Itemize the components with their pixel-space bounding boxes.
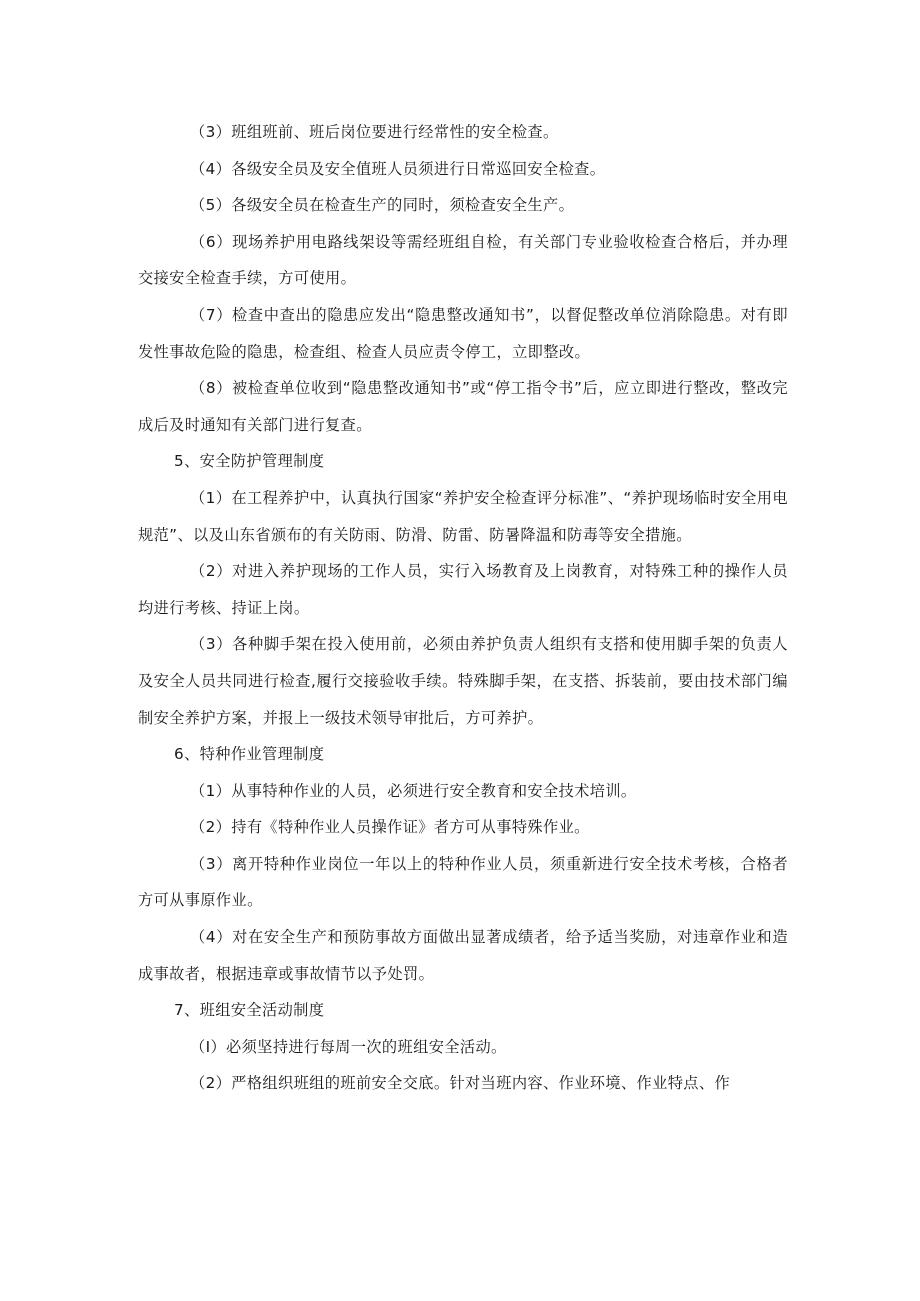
paragraph-section7-item-2: （2）严格组织班组的班前安全交底。针对当班内容、作业环境、作业特点、作 (190, 1074, 731, 1093)
paragraph-section6-item-4: （4）对在安全生产和预防事故方面做出显著成绩者，给予适当奖励，对违章作业和造成事故者，根据违章或事故情节以予处罚。 (138, 928, 788, 983)
paragraph-item-4-patrol-check: （4）各级安全员及安全值班人员须进行日常巡回安全检查。 (190, 159, 606, 178)
section-heading-7: 7、班组安全活动制度 (174, 1001, 325, 1020)
paragraph-item-7-hazard-notice: （7）检查中查出的隐患应发出“隐患整改通知书”，以督促整改单位消除隐患。对有即发性事故危险的隐患，检查组、检查人员应责令停工，立即整改。 (138, 305, 788, 361)
paragraph-section6-item-1: （1）从事特种作业的人员，必须进行安全教育和安全技术培训。 (190, 781, 637, 800)
paragraph-section7-item-1: （I）必须坚持进行每周一次的班组安全活动。 (190, 1037, 507, 1056)
paragraph-section6-item-2: （2）持有《特种作业人员操作证》者方可从事特殊作业。 (190, 818, 590, 837)
paragraph-item-5-production-check: （5）各级安全员在检查生产的同时，须检查安全生产。 (190, 196, 575, 215)
section-heading-5: 5、安全防护管理制度 (174, 452, 325, 471)
paragraph-item-6-electric-lines: （6）现场养护用电路线架设等需经班组自检，有关部门专业验收检查合格后，并办理交接安全检查手续，方可使用。 (138, 232, 788, 288)
paragraph-section5-item-2: （2）对进入养护现场的工作人员，实行入场教育及上岗教育，对特殊工种的操作人员均进行考核、持证上岗。 (138, 562, 788, 617)
paragraph-section5-item-1: （1）在工程养护中，认真执行国家“养护安全检查评分标准”、“养护现场临时安全用电规范”、以及山东省颁布的有关防雨、防滑、防雷、防暑降温和防毒等安全措施。 (138, 488, 788, 544)
section-heading-6: 6、特种作业管理制度 (174, 745, 325, 764)
paragraph-item-8-rectification: （8）被检查单位收到“隐患整改通知书”或“停工指令书”后，应立即进行整改，整改完成后及时通知有关部门进行复查。 (138, 379, 788, 434)
paragraph-section6-item-3: （3）离开特种作业岗位一年以上的特种作业人员，须重新进行安全技术考核，合格者方可从事原作业。 (138, 854, 788, 910)
paragraph-item-3-daily-check: （3）班组班前、班后岗位要进行经常性的安全检查。 (190, 123, 559, 141)
paragraph-section5-item-3: （3）各种脚手架在投入使用前，必须由养护负责人组织有支搭和使用脚手架的负责人及安全人员共同进行检查,履行交接验收手续。特殊脚手架，在支搭、拆装前，要由技术部门编制安全养护方案，并报上一级技术领导审批后，方可养护。 (138, 635, 788, 727)
document-body (138, 114, 788, 1102)
